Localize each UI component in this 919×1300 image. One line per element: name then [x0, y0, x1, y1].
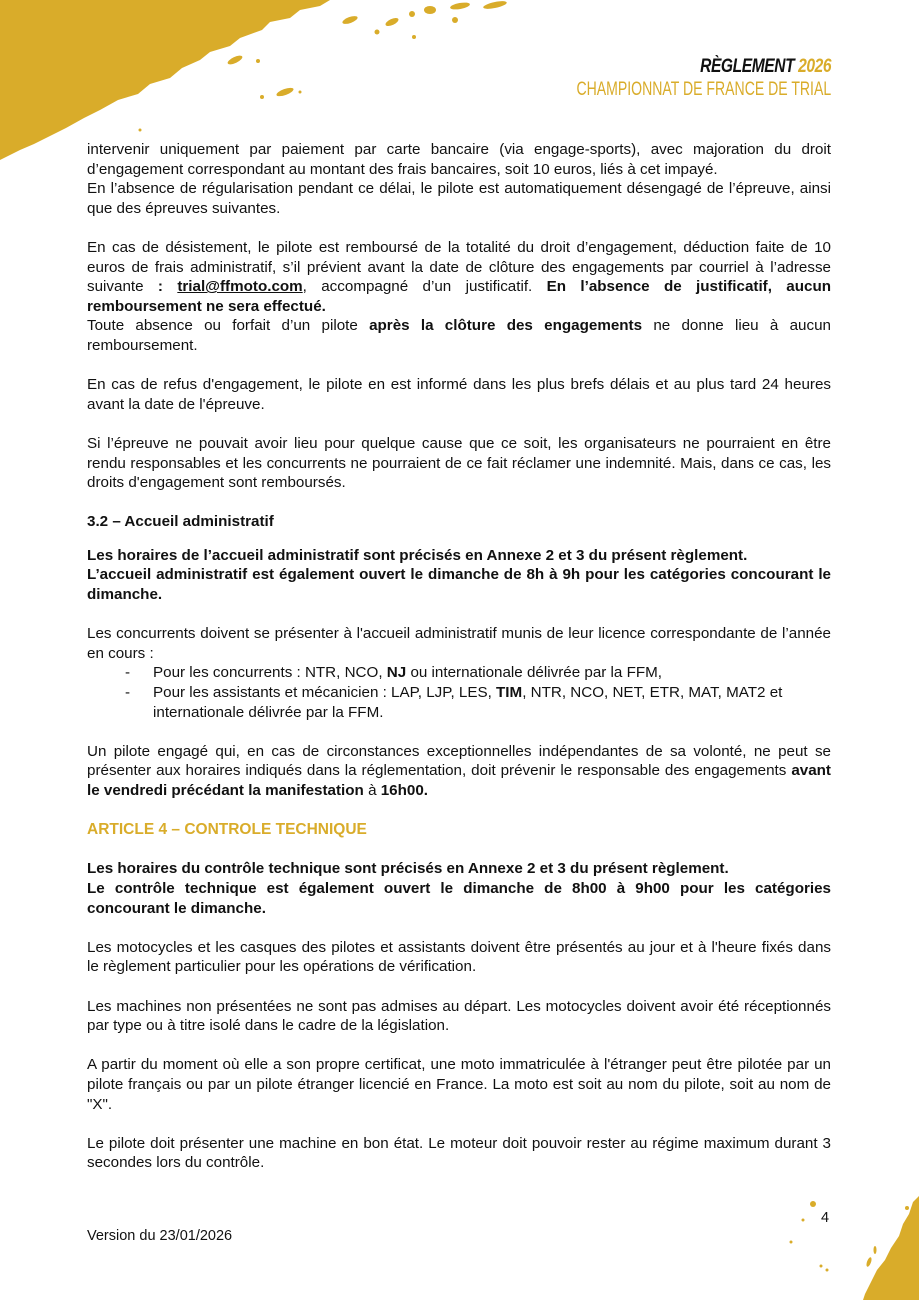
page-number: 4: [821, 1210, 830, 1226]
paragraph: En l’absence de régularisation pendant ce délai, le pilote est automatiquement désengagé de l’épreuve, ainsi que des épreuves suivantes.: [87, 180, 831, 217]
paragraph: Un pilote engagé qui, en cas de circonstances exceptionnelles indépendantes de sa volonté, ne peut se présenter aux horaires indiqués dans la réglementation, doit prévenir le responsable des engagements avant le vendredi précédant la manifestation à 16h00.: [87, 742, 831, 799]
paragraph: A partir du moment où elle a son propre certificat, une moto immatriculée à l'étranger peut être pilotée par un pilote français ou par un pilote étranger licencié en France. La moto est soit au nom du pilote, soit au nom de "X".: [87, 1056, 831, 1113]
document-title: [549, 56, 831, 78]
header-brand: [487, 56, 831, 102]
title-word: RÈGLEMENT: [699, 56, 795, 77]
list-item: - Pour les assistants et mécanicien : LAP, LJP, LES, TIM, NTR, NCO, NET, ETR, MAT, MAT2 et internationale délivrée par la FFM.: [125, 684, 783, 721]
paragraph: Toute absence ou forfait d’un pilote après la clôture des engagements ne donne lieu à aucun remboursement.: [87, 317, 831, 354]
gold-splash-decoration-bottom: [779, 1190, 919, 1300]
document-body: [87, 140, 831, 1173]
document-subtitle: CHAMPIONNAT DE FRANCE DE TRIAL: [576, 79, 831, 100]
email-link[interactable]: trial@ffmoto.com: [177, 278, 303, 296]
title-year: 2026: [797, 56, 831, 77]
licence-list: [87, 663, 831, 722]
paragraph-bold: Les horaires du contrôle technique sont précisés en Annexe 2 et 3 du présent règlement.: [87, 860, 729, 878]
article-heading-4: ARTICLE 4 – CONTROLE TECHNIQUE: [87, 821, 367, 839]
paragraph: En cas de refus d'engagement, le pilote en est informé dans les plus brefs délais et au plus tard 24 heures avant la date de l'épreuve.: [87, 376, 831, 413]
paragraph: Les motocycles et les casques des pilotes et assistants doivent être présentés au jour et à l'heure fixés dans le règlement particulier pour les opérations de vérification.: [87, 938, 831, 976]
section-heading-3-2: 3.2 – Accueil administratif: [87, 513, 274, 531]
paragraph-bold: Les horaires de l’accueil administratif sont précisés en Annexe 2 et 3 du présent règlement.: [87, 546, 748, 564]
paragraph: Les machines non présentées ne sont pas admises au départ. Les motocycles doivent avoir été réceptionnés par type ou à titre isolé dans le cadre de la législation.: [87, 997, 831, 1035]
paragraph: Le pilote doit présenter une machine en bon état. Le moteur doit pouvoir rester au régime maximum durant 3 secondes lors du contrôle.: [87, 1134, 831, 1172]
paragraph-bold: L’accueil administratif est également ouvert le dimanche de 8h à 9h pour les catégories concourant le dimanche.: [87, 566, 831, 604]
paragraph: Si l’épreuve ne pouvait avoir lieu pour quelque cause que ce soit, les organisateurs ne pourraient en être rendu responsables et les concurrents ne pourraient de ce fait réclamer une indemnité. Mais, dans ce cas, les droits d'engagement sont remboursés.: [87, 434, 831, 492]
paragraph-withdrawal: En cas de désistement, le pilote est remboursé de la totalité du droit d’engagement, déduction faite de 10 euros de frais administratif, s’il prévient avant la date de clôture des engagements par courriel à l’adresse suivante : trial@ffmoto.com, accompagné d’un justificatif. En l’absence de justificatif, aucun remboursement ne sera effectué.: [87, 238, 832, 315]
footer-version: Version du 23/01/2026: [87, 1228, 233, 1244]
paragraph: Les concurrents doivent se présenter à l'accueil administratif munis de leur licence correspondante de l’année en cours :: [87, 625, 831, 662]
paragraph: intervenir uniquement par paiement par carte bancaire (via engage-sports), avec majoration du droit d’engagement correspondant au montant des frais bancaires, soit 10 euros, liés à cet impayé.: [87, 141, 831, 178]
list-item: - Pour les concurrents : NTR, NCO, NJ ou internationale délivrée par la FFM,: [125, 664, 663, 682]
paragraph-bold: Le contrôle technique est également ouvert le dimanche de 8h00 à 9h00 pour les catégories concourant le dimanche.: [87, 879, 831, 917]
